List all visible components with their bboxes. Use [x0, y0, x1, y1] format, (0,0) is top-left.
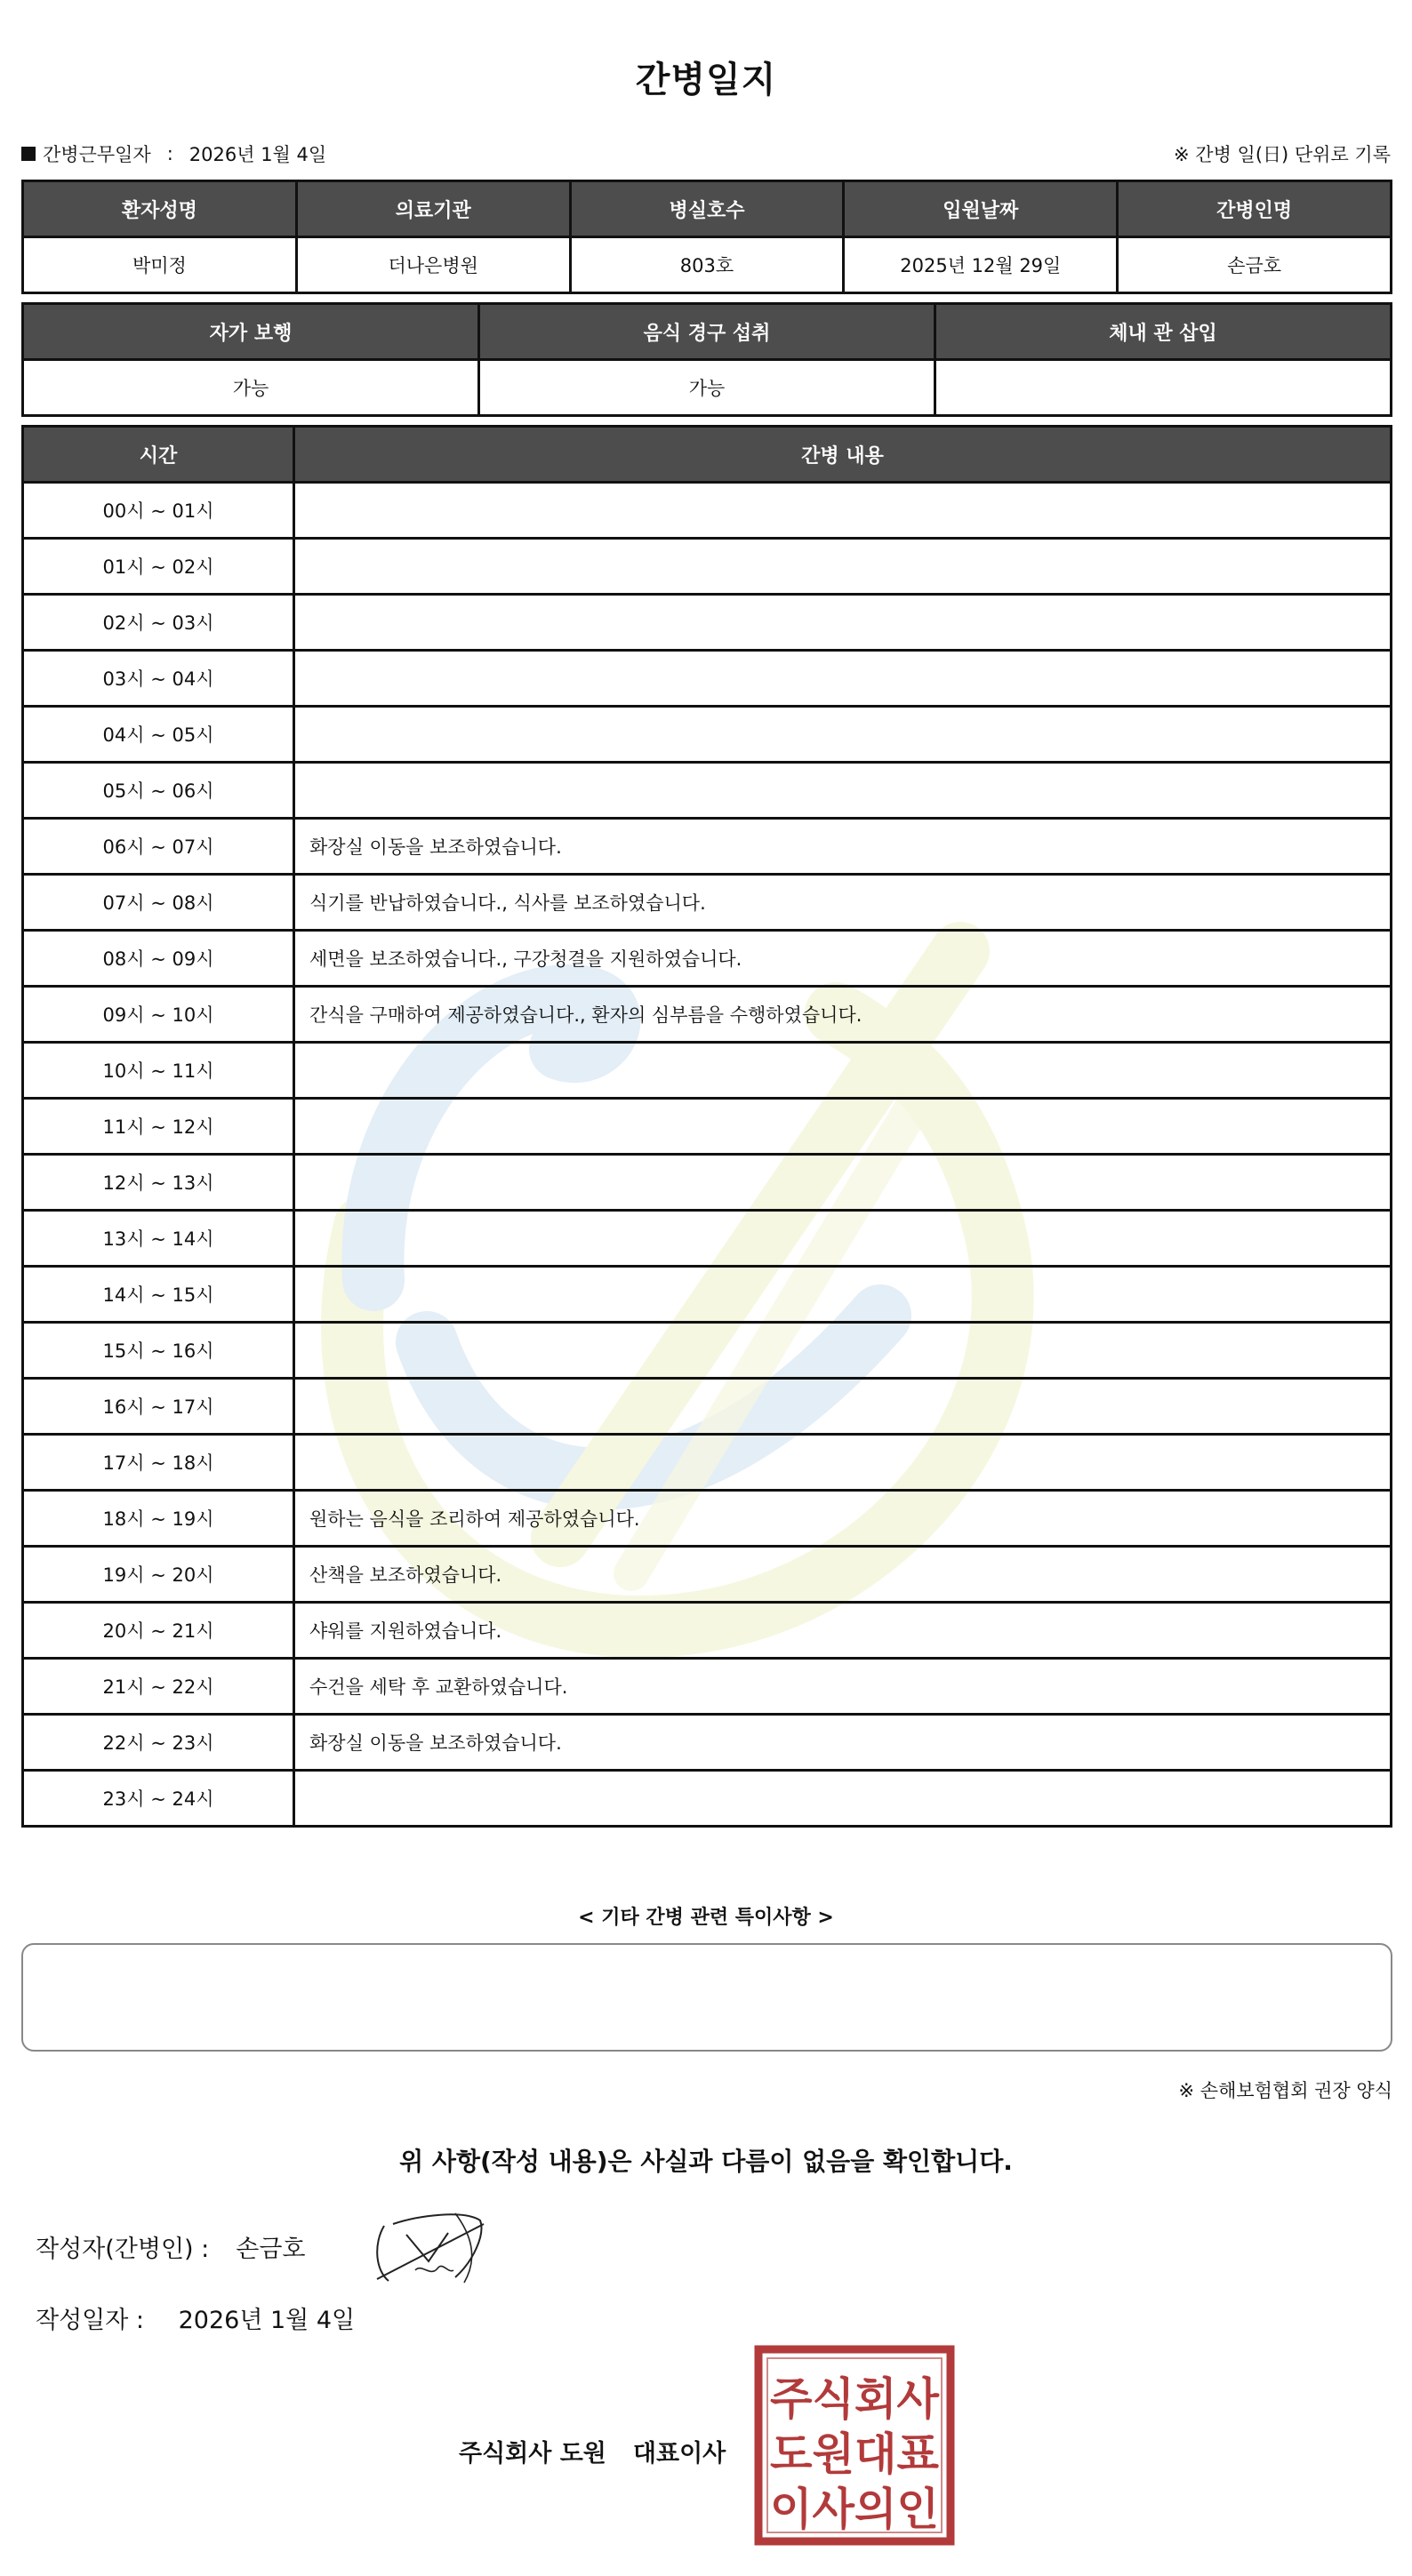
header-admission-date: 입원날짜 [844, 181, 1118, 237]
care-time-slot: 08시 ~ 09시 [23, 931, 294, 987]
extra-notes-box [21, 1943, 1392, 2052]
header-patient-name: 환자성명 [23, 181, 297, 237]
confirmation-statement: 위 사항(작성 내용)은 사실과 다름이 없음을 확인합니다. [399, 2147, 1013, 2176]
table-row [23, 1547, 1392, 1603]
tube-insertion-value [935, 360, 1392, 416]
care-time-slot: 12시 ~ 13시 [23, 1155, 294, 1211]
care-content [294, 483, 1392, 539]
company-representative-title: 대표이사 [632, 2440, 726, 2468]
care-content [294, 1435, 1392, 1491]
care-content: 수건을 세탁 후 교환하였습니다. [294, 1659, 1392, 1715]
seal-line-2: 도원대표 [770, 2428, 940, 2480]
care-time-slot: 15시 ~ 16시 [23, 1323, 294, 1379]
care-content: 샤워를 지원하였습니다. [294, 1603, 1392, 1659]
table-row [23, 763, 1392, 819]
header-room: 병실호수 [570, 181, 844, 237]
header-self-walking: 자가 보행 [23, 304, 479, 360]
work-date-separator: : [166, 143, 173, 164]
table-row [23, 1211, 1392, 1267]
header-time: 시간 [23, 427, 294, 483]
care-time-slot: 02시 ~ 03시 [23, 595, 294, 651]
care-time-slot: 11시 ~ 12시 [23, 1099, 294, 1155]
table-row [23, 539, 1392, 595]
care-content [294, 763, 1392, 819]
table-row [23, 1099, 1392, 1155]
admission-date: 2025년 12월 29일 [844, 237, 1118, 293]
care-log-table [21, 425, 1392, 1828]
table-row [23, 651, 1392, 707]
table-row [23, 1491, 1392, 1547]
table-row [23, 1043, 1392, 1099]
company-signature-line [459, 2434, 726, 2468]
care-time-slot: 13시 ~ 14시 [23, 1211, 294, 1267]
care-time-slot: 07시 ~ 08시 [23, 875, 294, 931]
care-content: 원하는 음식을 조리하여 제공하였습니다. [294, 1491, 1392, 1547]
document-title: 간병일지 [635, 60, 777, 100]
patient-status-table [21, 302, 1392, 417]
writer-row [36, 2229, 306, 2264]
table-row [23, 1435, 1392, 1491]
header-care-content: 간병 내용 [294, 427, 1392, 483]
patient-info-table [21, 180, 1392, 294]
care-content: 산책을 보조하였습니다. [294, 1547, 1392, 1603]
care-content [294, 707, 1392, 763]
care-content: 세면을 보조하였습니다., 구강청결을 지원하였습니다. [294, 931, 1392, 987]
written-date-value: 2026년 1월 4일 [178, 2307, 356, 2334]
care-content [294, 1771, 1392, 1827]
care-content [294, 1379, 1392, 1435]
care-content: 간식을 구매하여 제공하였습니다., 환자의 심부름을 수행하였습니다. [294, 987, 1392, 1043]
work-date [21, 140, 326, 167]
company-seal [754, 2345, 955, 2546]
extra-notes-title: < 기타 간병 관련 특이사항 > [578, 1907, 834, 1929]
table-row [23, 875, 1392, 931]
care-content [294, 595, 1392, 651]
care-content [294, 1323, 1392, 1379]
writer-name: 손금호 [236, 2236, 306, 2263]
care-time-slot: 03시 ~ 04시 [23, 651, 294, 707]
header-oral-intake: 음식 경구 섭취 [479, 304, 935, 360]
table-row [23, 707, 1392, 763]
care-time-slot: 04시 ~ 05시 [23, 707, 294, 763]
care-content [294, 1099, 1392, 1155]
table-row [23, 1379, 1392, 1435]
hospital-name: 더나은병원 [296, 237, 570, 293]
table-row [23, 1323, 1392, 1379]
oral-intake-value: 가능 [479, 360, 935, 416]
care-content [294, 1267, 1392, 1323]
care-time-slot: 20시 ~ 21시 [23, 1603, 294, 1659]
header-caregiver-name: 간병인명 [1118, 181, 1392, 237]
care-content [294, 539, 1392, 595]
table-row [23, 483, 1392, 539]
patient-name: 박미정 [23, 237, 297, 293]
writer-label: 작성자(간병인) : [36, 2236, 210, 2263]
care-log-body [23, 483, 1392, 1827]
care-time-slot: 23시 ~ 24시 [23, 1771, 294, 1827]
care-time-slot: 22시 ~ 23시 [23, 1715, 294, 1771]
table-row [23, 595, 1392, 651]
care-time-slot: 19시 ~ 20시 [23, 1547, 294, 1603]
care-time-slot: 21시 ~ 22시 [23, 1659, 294, 1715]
care-time-slot: 14시 ~ 15시 [23, 1267, 294, 1323]
written-date-row [36, 2300, 355, 2335]
table-row [23, 1659, 1392, 1715]
care-content [294, 1211, 1392, 1267]
table-row [23, 1715, 1392, 1771]
unit-note: ※ 간병 일(日) 단위로 기록 [1174, 144, 1391, 165]
work-date-value: 2026년 1월 4일 [189, 144, 327, 165]
care-time-slot: 00시 ~ 01시 [23, 483, 294, 539]
work-date-label: 간병근무일자 [43, 144, 151, 165]
table-row [23, 1603, 1392, 1659]
care-content: 화장실 이동을 보조하였습니다. [294, 819, 1392, 875]
care-content [294, 651, 1392, 707]
care-time-slot: 05시 ~ 06시 [23, 763, 294, 819]
table-row [23, 987, 1392, 1043]
table-row [23, 1267, 1392, 1323]
care-content: 화장실 이동을 보조하였습니다. [294, 1715, 1392, 1771]
seal-line-1: 주식회사 [770, 2373, 940, 2425]
care-time-slot: 16시 ~ 17시 [23, 1379, 294, 1435]
square-bullet-icon [21, 147, 36, 161]
care-time-slot: 17시 ~ 18시 [23, 1435, 294, 1491]
written-date-label: 작성일자 : [36, 2307, 145, 2334]
header-tube-insertion: 체내 관 삽입 [935, 304, 1392, 360]
company-name: 주식회사 도원 [459, 2440, 606, 2468]
care-time-slot: 01시 ~ 02시 [23, 539, 294, 595]
table-row [23, 931, 1392, 987]
meta-row [21, 140, 1391, 167]
care-time-slot: 09시 ~ 10시 [23, 987, 294, 1043]
table-row [23, 1771, 1392, 1827]
care-content: 식기를 반납하였습니다., 식사를 보조하였습니다. [294, 875, 1392, 931]
insurance-note: ※ 손해보험협회 권장 양식 [1178, 2080, 1392, 2101]
handwritten-signature [366, 2208, 491, 2288]
table-row [23, 819, 1392, 875]
self-walking-value: 가능 [23, 360, 479, 416]
care-time-slot: 10시 ~ 11시 [23, 1043, 294, 1099]
care-time-slot: 06시 ~ 07시 [23, 819, 294, 875]
care-content [294, 1043, 1392, 1099]
seal-line-3: 이사의인 [770, 2484, 939, 2535]
room-number: 803호 [570, 237, 844, 293]
caregiver-name: 손금호 [1118, 237, 1392, 293]
care-time-slot: 18시 ~ 19시 [23, 1491, 294, 1547]
table-row [23, 1155, 1392, 1211]
care-content [294, 1155, 1392, 1211]
header-hospital: 의료기관 [296, 181, 570, 237]
